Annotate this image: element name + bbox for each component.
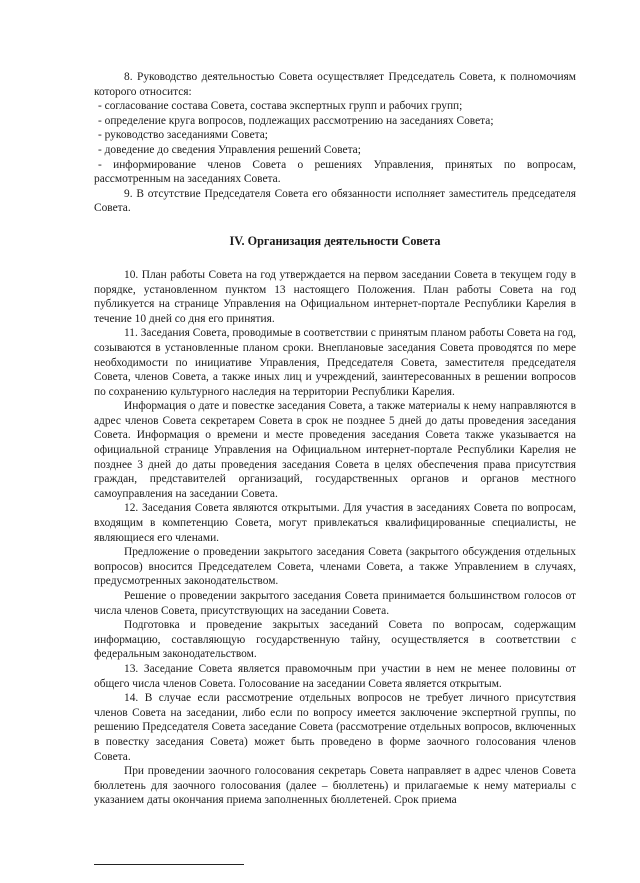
paragraph-closed-decision: Решение о проведении закрытого заседания Совета принимается большинством голосов от числа членов Совета, присутствующих на заседании Совета. bbox=[94, 590, 576, 617]
footnote-divider bbox=[94, 864, 244, 865]
paragraph-absentee-voting: При проведении заочного голосования секретарь Совета направляет в адрес членов Совета бюллетень для заочного голосования (далее – бюллетень) и прилагаемые к нему материалы с указанием даты окончания приема заполненных бюллетеней. Срок приема bbox=[94, 765, 576, 807]
paragraph-item-11: 11. Заседания Совета, проводимые в соответствии с принятым планом работы Совета на год, созываются в установленные планом сроки. Внеплановые заседания Совета проводятся по мере необходимости по инициативе Управления, Председателя Совета, заместителя председателя Совета, членов Совета, а также иных лиц и учреждений, заинтересованных в решении вопросов по сохранению культурного наследия на территории Республики Карелия. bbox=[94, 327, 576, 398]
section-heading: IV. Организация деятельности Совета bbox=[229, 233, 441, 248]
paragraph-item-10: 10. План работы Совета на год утверждается на первом заседании Совета в текущем году в порядке, установленном пунктом 13 настоящего Положения. План работы Совета на год публикуется на странице Управления на Официальном интернет-портале Республики Карелия в течение 10 дней со дня его принятия. bbox=[94, 268, 576, 325]
paragraph-item-14: 14. В случае если рассмотрение отдельных вопросов не требует личного присутствия членов Совета на заседании, либо если по вопросу имеется заключение экспертной группы, по решению Председателя Совета заседание Совета (рассмотрение отдельных вопросов, включенных в повестку заседания Совета) может быть проведено в форме заочного голосования членов Совета. bbox=[94, 692, 576, 763]
paragraph-item-13: 13. Заседание Совета является правомочным при участии в нем не менее половины от общего числа членов Совета. Голосование на заседании Совета является открытым. bbox=[94, 662, 576, 690]
list-item-informing: - информирование членов Совета о решениях Управления, принятых по вопросам, рассмотренным на заседаниях Совета. bbox=[94, 158, 576, 186]
paragraph-closed-proposal: Предложение о проведении закрытого заседания Совета (закрытого обсуждения отдельных вопросов) вносится Председателем Совета, членами Совета, а также Управлением в случаях, предусмотренных законодательством. bbox=[94, 546, 576, 588]
list-item-decisions: - доведение до сведения Управления решений Совета; bbox=[98, 143, 361, 156]
paragraph-closed-preparation: Подготовка и проведение закрытых заседаний Совета по вопросам, содержащим информацию, составляющую государственную тайну, осуществляется в соответствии с федеральным законодательством. bbox=[94, 619, 576, 661]
paragraph-item-8: 8. Руководство деятельностью Совета осуществляет Председатель Совета, к полномочиям которого относится: bbox=[94, 71, 576, 98]
list-item-scope: - определение круга вопросов, подлежащих рассмотрению на заседаниях Совета; bbox=[98, 114, 494, 127]
paragraph-meeting-info: Информация о дате и повестке заседания Совета, а также материалы к нему направляются в адрес членов Совета секретарем Совета в срок не позднее 5 дней до даты проведения заседания Совета. Информация о времени и месте проведения заседания Совета также указывается на официальной странице Управления на Официальном интернет-портале Республики Карелия не позднее 3 дней до даты проведения заседания Совета в целях обеспечения права присутствия граждан, представителей организаций, государственных органов и органов местного самоуправления на заседании Совета. bbox=[94, 400, 576, 500]
document-page bbox=[94, 70, 576, 808]
list-item-composition: - согласование состава Совета, состава экспертных групп и рабочих групп; bbox=[98, 100, 463, 113]
paragraph-item-9: 9. В отсутствие Председателя Совета его обязанности исполняет заместитель председателя Совета. bbox=[94, 187, 576, 215]
paragraph-item-12: 12. Заседания Совета являются открытыми. Для участия в заседаниях Совета по вопросам, входящим в компетенцию Совета, могут привлекаться квалифицированные специалисты, не являющиеся его членами. bbox=[94, 502, 576, 544]
list-item-meetings: - руководство заседаниями Совета; bbox=[98, 129, 268, 142]
